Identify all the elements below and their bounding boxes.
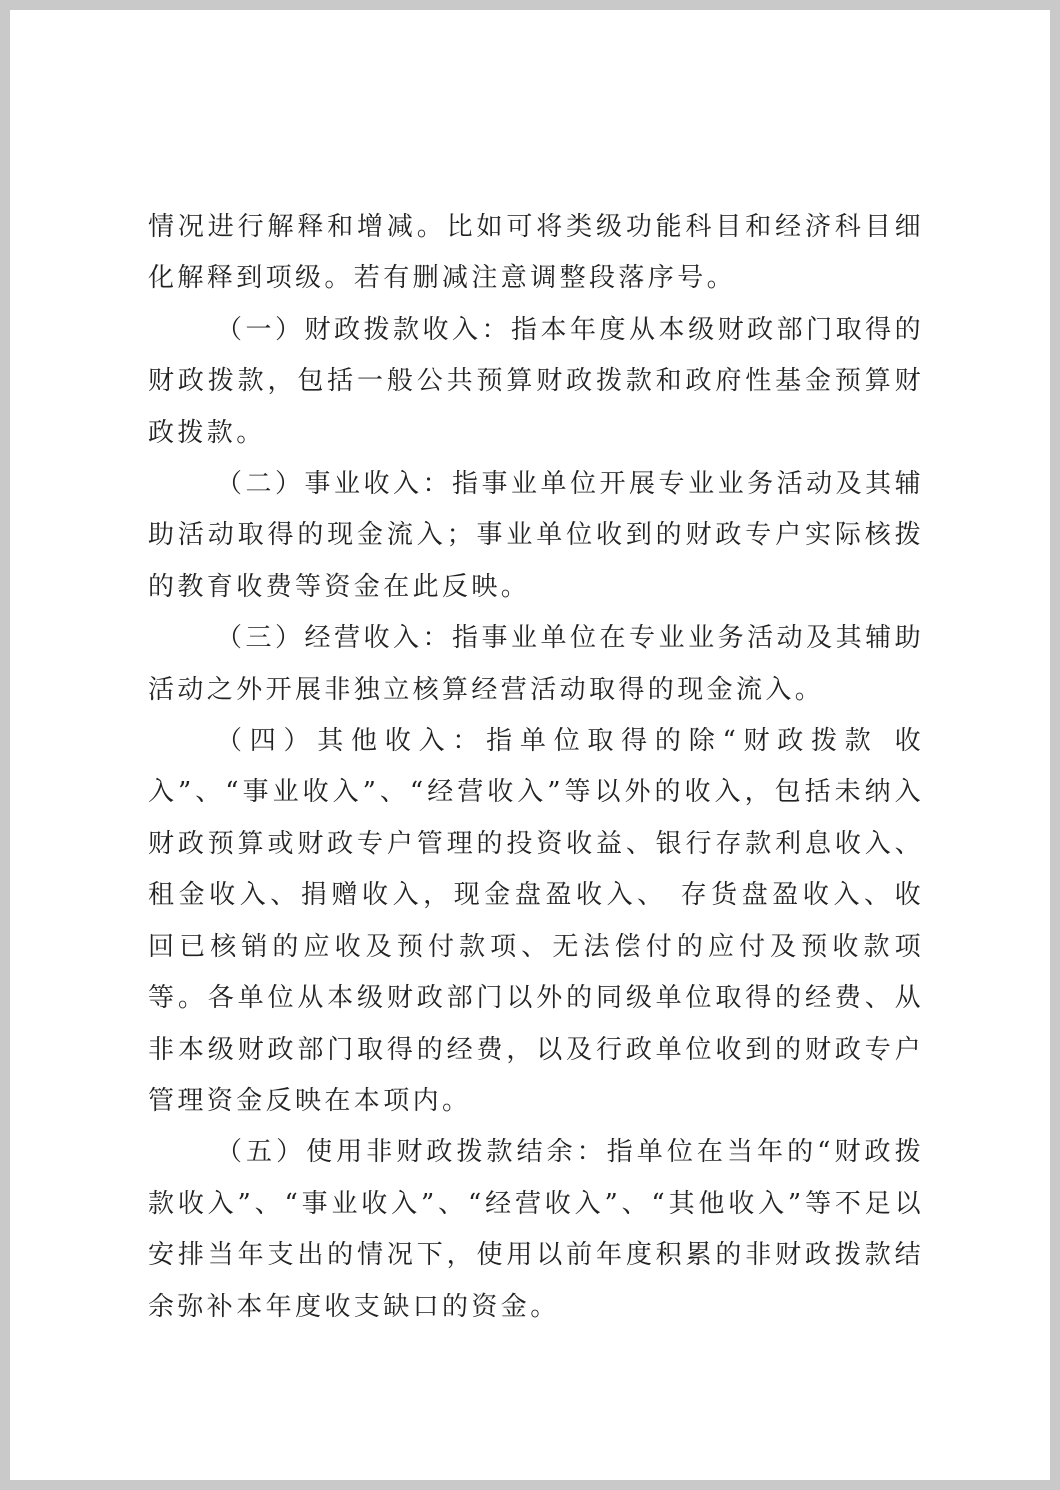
paragraph-non-fiscal-surplus-use: （五）使用非财政拨款结余：指单位在当年的“财政拨款收入”、“事业收入”、“经营收入”、“其他收入”等不足以安排当年支出的情况下，使用以前年度积累的非财政拨款结余弥补本年度收支缺口的资金。 [148,1137,924,1322]
paragraph-other-income: （四）其他收入：指单位取得的除“财政拨款 收入”、“事业收入”、“经营收入”等以外的收入，包括未纳入财政预算或财政专户管理的投资收益、银行存款利息收入、租金收入、捐赠收入，现金盘盈收入、 存货盘盈收入、收回已核销的应收及预付款项、无法偿付的应付及预收款项等。各单位从本级财政部门以外的同级单位取得的经费、从非本级财政部门取得的经费，以及行政单位收到的财政专户管理资金反映在本项内。 [148,726,924,1116]
paragraph-business-income: （二）事业收入：指事业单位开展专业业务活动及其辅助活动取得的现金流入；事业单位收到的财政专户实际核拨的教育收费等资金在此反映。 [148,469,924,602]
paragraph-fiscal-appropriation-income: （一）财政拨款收入：指本年度从本级财政部门取得的财政拨款，包括一般公共预算财政拨款和政府性基金预算财政拨款。 [148,314,924,448]
document-page [10,10,1050,1480]
paragraph-continuation: 情况进行解释和增减。比如可将类级功能科目和经济科目细化解释到项级。若有删减注意调整段落序号。 [148,212,924,294]
paragraph-operating-income: （三）经营收入：指事业单位在专业业务活动及其辅助活动之外开展非独立核算经营活动取得的现金流入。 [148,623,924,705]
document-body [148,202,924,1333]
